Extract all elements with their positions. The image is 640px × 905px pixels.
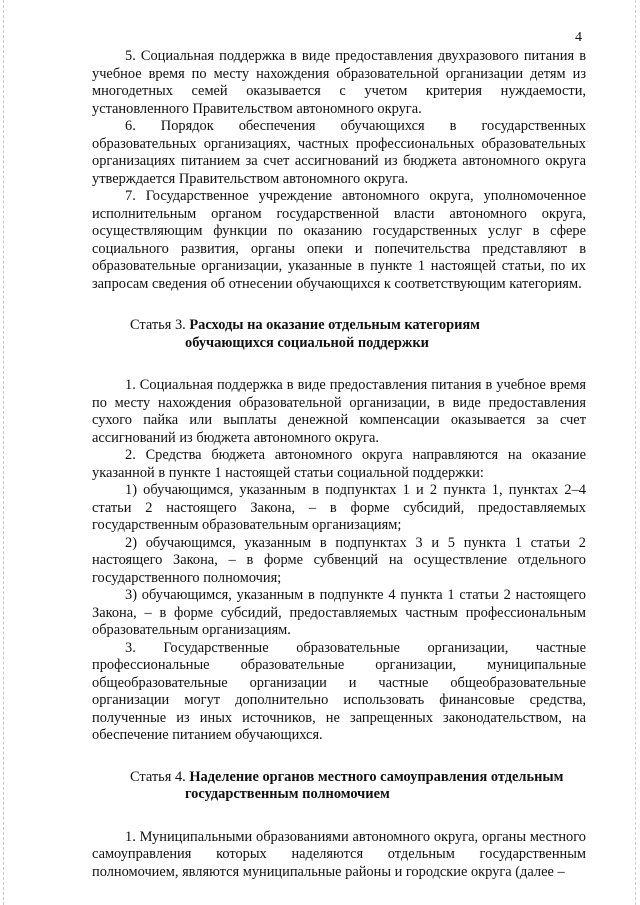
spacer (92, 352, 586, 377)
scan-edge-left (3, 0, 5, 905)
article-4-title-line2: государственным полномочием (185, 786, 390, 802)
paragraph-7: 7. Государственное учреждение автономного округа, уполномоченное исполнительным органом государственной власти автономного округа, осуществляющим функции по оказанию государственных услуг в сфере социального развития, органы опеки и попечительства представляют в образовательные организации, указанные в пункте 1 настоящей статьи, по их запросам сведения об отнесении обучающихся к соответствующим категориям. (92, 188, 586, 292)
page-number: 4 (575, 30, 582, 45)
article-4-title-line1: Наделение органов местного самоуправления отдельным (189, 768, 564, 785)
article-3-paragraph-1: 1. Социальная поддержка в виде предоставления питания в учебное время по месту нахождения образовательной организации, в виде предоставления сухого пайка или выплаты денежной компенсации оказывается за счет ассигнований из бюджета автономного округа. (92, 377, 586, 446)
paragraph-5: 5. Социальная поддержка в виде предоставления двухразового питания в учебное время по месту нахождения образовательной организации детям из многодетных семей оказывается с учетом критерия нуждаемости, установленного Правительством автономного округа. (92, 48, 586, 117)
document-body (92, 48, 586, 881)
article-3-subitem-1: 1) обучающимся, указанным в подпунктах 1 и 2 пункта 1, пунктах 2–4 статьи 2 настоящего Закона, – в форме субсидий, предоставляемых государственным образовательным организациям; (92, 482, 586, 533)
article-3-subitem-3: 3) обучающимся, указанным в подпункте 4 пункта 1 статьи 2 настоящего Закона, – в форме субсидий, предоставляемых частным профессиональным образовательным организациям. (92, 587, 586, 638)
spacer (92, 804, 586, 829)
article-3-heading (92, 317, 586, 352)
spacer (92, 745, 586, 769)
article-3-title-line1: Расходы на оказание отдельным категориям (189, 317, 480, 333)
article-3-paragraph-3: 3. Государственные образовательные организации, частные профессиональные образовательные организации, муниципальные общеобразовательные организации и частные общеобразовательные организации могут дополнительно использовать финансовые средства, полученные из иных источников, не запрещенных законодательством, на обеспечение питанием обучающихся. (92, 639, 586, 743)
article-4-heading (92, 769, 586, 804)
article-4-paragraph-1: 1. Муниципальными образованиями автономного округа, органы местного самоуправления которых наделяются отдельным государственным полномочием, являются муниципальные районы и городские округа (далее – (92, 828, 586, 880)
scan-edge-right (635, 0, 637, 905)
article-3-subitem-2: 2) обучающимся, указанным в подпунктах 3 и 5 пункта 1 статьи 2 настоящего Закона, – в форме субвенций на осуществление отдельного государственного полномочия; (92, 534, 586, 586)
paragraph-6: 6. Порядок обеспечения обучающихся в государственных образовательных организациях, частных профессиональных образовательных организациях питанием за счет ассигнований из бюджета автономного округа утверждается Правительством автономного округа. (92, 118, 586, 187)
article-3-paragraph-2: 2. Средства бюджета автономного округа направляются на оказание указанной в пункте 1 настоящей статьи социальной поддержки: (92, 447, 586, 481)
article-3-title-line2: обучающихся социальной поддержки (185, 334, 429, 351)
spacer (92, 293, 586, 317)
article-3-label: Статья 3. (130, 317, 186, 333)
article-4-label: Статья 4. (130, 768, 186, 785)
